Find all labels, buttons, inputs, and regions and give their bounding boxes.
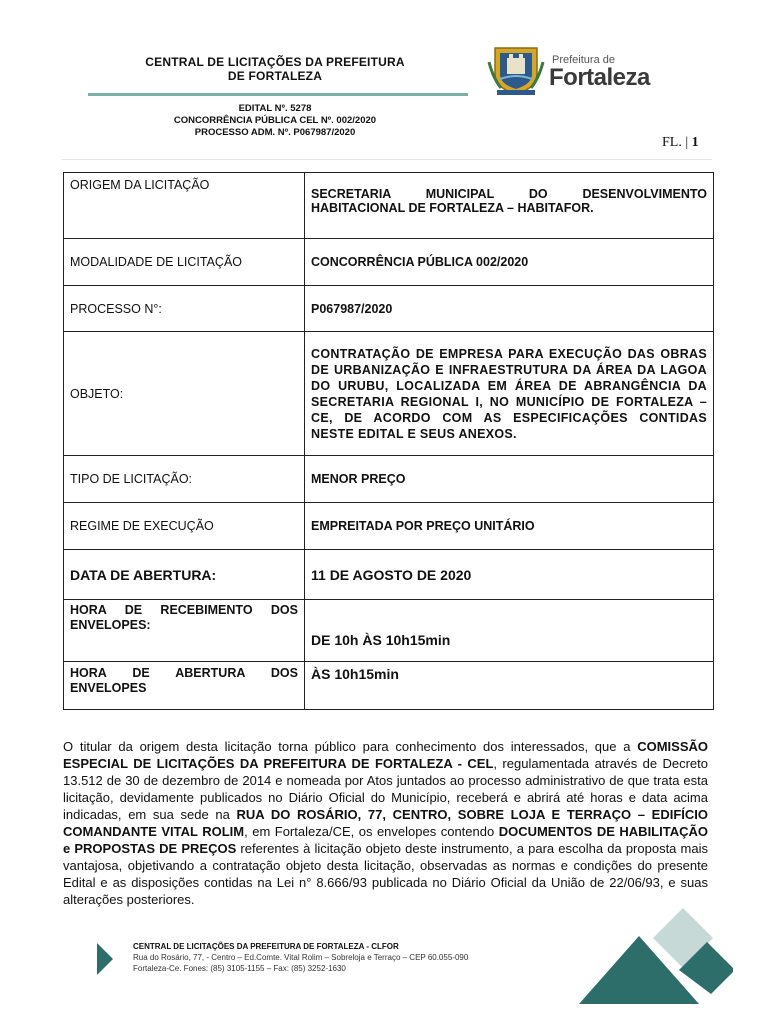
- footer-address: Rua do Rosário, 77, - Centro – Ed.Comte. Vital Rolim – Sobreloja e Terraço – CEP 60.055-090: [133, 953, 469, 962]
- row-label: DATA DE ABERTURA:: [64, 550, 305, 600]
- table-row: [64, 550, 714, 600]
- footer: [133, 941, 468, 974]
- table-row: [64, 239, 714, 286]
- page-folio: [662, 135, 699, 151]
- row-label: REGIME DE EXECUÇÃO: [64, 503, 305, 550]
- row-value: DE 10h ÀS 10h15min: [305, 600, 714, 662]
- table-row: [64, 286, 714, 332]
- table-row: [64, 662, 714, 710]
- origem-line1: SECRETARIA MUNICIPAL DO DESENVOLVIMENTO: [311, 187, 707, 201]
- row-label: TIPO DE LICITAÇÃO:: [64, 456, 305, 503]
- folio-divider: [62, 159, 712, 160]
- body-text-3: , em Fortaleza/CE, os envelopes contendo: [244, 824, 499, 839]
- prefeitura-logo: [487, 44, 657, 98]
- logo-text-fortaleza: Fortaleza: [549, 64, 650, 91]
- row-value: MENOR PREÇO: [305, 456, 714, 503]
- origem-line2: HABITACIONAL DE FORTALEZA – HABITAFOR.: [311, 201, 594, 215]
- licitacao-info-table: [63, 172, 714, 710]
- logo-text-prefeitura: Prefeitura de: [552, 54, 615, 66]
- header-divider: [88, 93, 468, 96]
- row-label: [64, 662, 305, 710]
- body-text-1: O titular da origem desta licitação torna público para conhecimento dos interessados, que a: [63, 739, 638, 754]
- row-value: CONCORRÊNCIA PÚBLICA 002/2020: [305, 239, 714, 286]
- label-line2: ENVELOPES:: [70, 618, 151, 632]
- row-value: 11 DE AGOSTO DE 2020: [305, 550, 714, 600]
- table-row: [64, 332, 714, 456]
- footer-arrow-icon: [97, 943, 113, 975]
- edital-number: EDITAL Nº. 5278: [238, 103, 312, 114]
- row-value: ÀS 10h15min: [305, 662, 714, 710]
- body-text-2: , regulamentada através de Decreto 13.512 de 30 de dezembro de 2014 e nomeada por Atos juntados ao processo administrativo de que trata esta licitação, devidamente publicados no Diário Oficial do Município, receberá e abrirá até horas e data acima indicadas, em sua sede na: [63, 756, 708, 822]
- city-crest-icon: [487, 44, 545, 98]
- label-line1: HORA DE ABERTURA DOS: [70, 666, 298, 680]
- row-value: CONTRATAÇÃO DE EMPRESA PARA EXECUÇÃO DAS OBRAS DE URBANIZAÇÃO E INFRAESTRUTURA DA ÁREA DA LAGOA DO URUBU, LOCALIZADA EM ÁREA DE ABRANGÊNCIA DA SECRETARIA REGIONAL I, NO MUNICÍPIO DE FORTALEZA – CE, DE ACORDO COM AS ESPECIFICAÇÕES CONTIDAS NESTE EDITAL E SEUS ANEXOS.: [305, 332, 714, 456]
- edital-info: [130, 103, 420, 139]
- folio-label: FL. |: [662, 135, 689, 150]
- table-row: [64, 173, 714, 239]
- table-row: [64, 503, 714, 550]
- body-bold-3: DOCUMENTOS DE HABILITAÇÃO e PROPOSTAS DE PREÇOS: [63, 824, 708, 856]
- body-bold-2: RUA DO ROSÁRIO, 77, CENTRO, SOBRE LOJA E TERRAÇO – EDIFÍCIO COMANDANTE VITAL ROLIM: [63, 807, 708, 839]
- label-line1: HORA DE RECEBIMENTO DOS: [70, 603, 298, 617]
- corner-decoration-icon: [563, 908, 733, 1004]
- body-paragraph: [63, 738, 708, 908]
- label-line2: ENVELOPES: [70, 681, 147, 695]
- processo-number: PROCESSO ADM. Nº. P067987/2020: [194, 127, 356, 138]
- concorrencia-number: CONCORRÊNCIA PÚBLICA CEL Nº. 002/2020: [173, 115, 377, 126]
- body-text-4: referentes à licitação objeto deste instrumento, a para escolha da proposta mais vantajosa, objetivando a contratação objeto desta licitação, observadas as normas e condições do presente Edital e as disposições contidas na Lei n° 8.666/93 publicada no Diário Oficial da União de 22/06/93, e suas alterações posteriores.: [63, 841, 708, 907]
- row-value: EMPREITADA POR PREÇO UNITÁRIO: [305, 503, 714, 550]
- body-bold-1: COMISSÃO ESPECIAL DE LICITAÇÕES DA PREFEITURA DE FORTALEZA - CEL: [63, 739, 708, 771]
- header-title-line2: DE FORTALEZA: [227, 69, 323, 83]
- row-label: [64, 600, 305, 662]
- row-value: P067987/2020: [305, 286, 714, 332]
- row-label: OBJETO:: [64, 332, 305, 456]
- row-label: PROCESSO N°:: [64, 286, 305, 332]
- row-label: ORIGEM DA LICITAÇÃO: [64, 173, 305, 239]
- footer-title: CENTRAL DE LICITAÇÕES DA PREFEITURA DE FORTALEZA - CLFOR: [133, 942, 399, 951]
- header-title: [100, 55, 450, 83]
- table-row: [64, 600, 714, 662]
- row-label: MODALIDADE DE LICITAÇÃO: [64, 239, 305, 286]
- table-row: [64, 456, 714, 503]
- footer-phones: Fortaleza-Ce. Fones: (85) 3105-1155 – Fax: (85) 3252-1630: [133, 964, 346, 973]
- folio-number: 1: [691, 135, 699, 150]
- row-value: [305, 173, 714, 239]
- header-title-line1: CENTRAL DE LICITAÇÕES DA PREFEITURA: [145, 55, 405, 69]
